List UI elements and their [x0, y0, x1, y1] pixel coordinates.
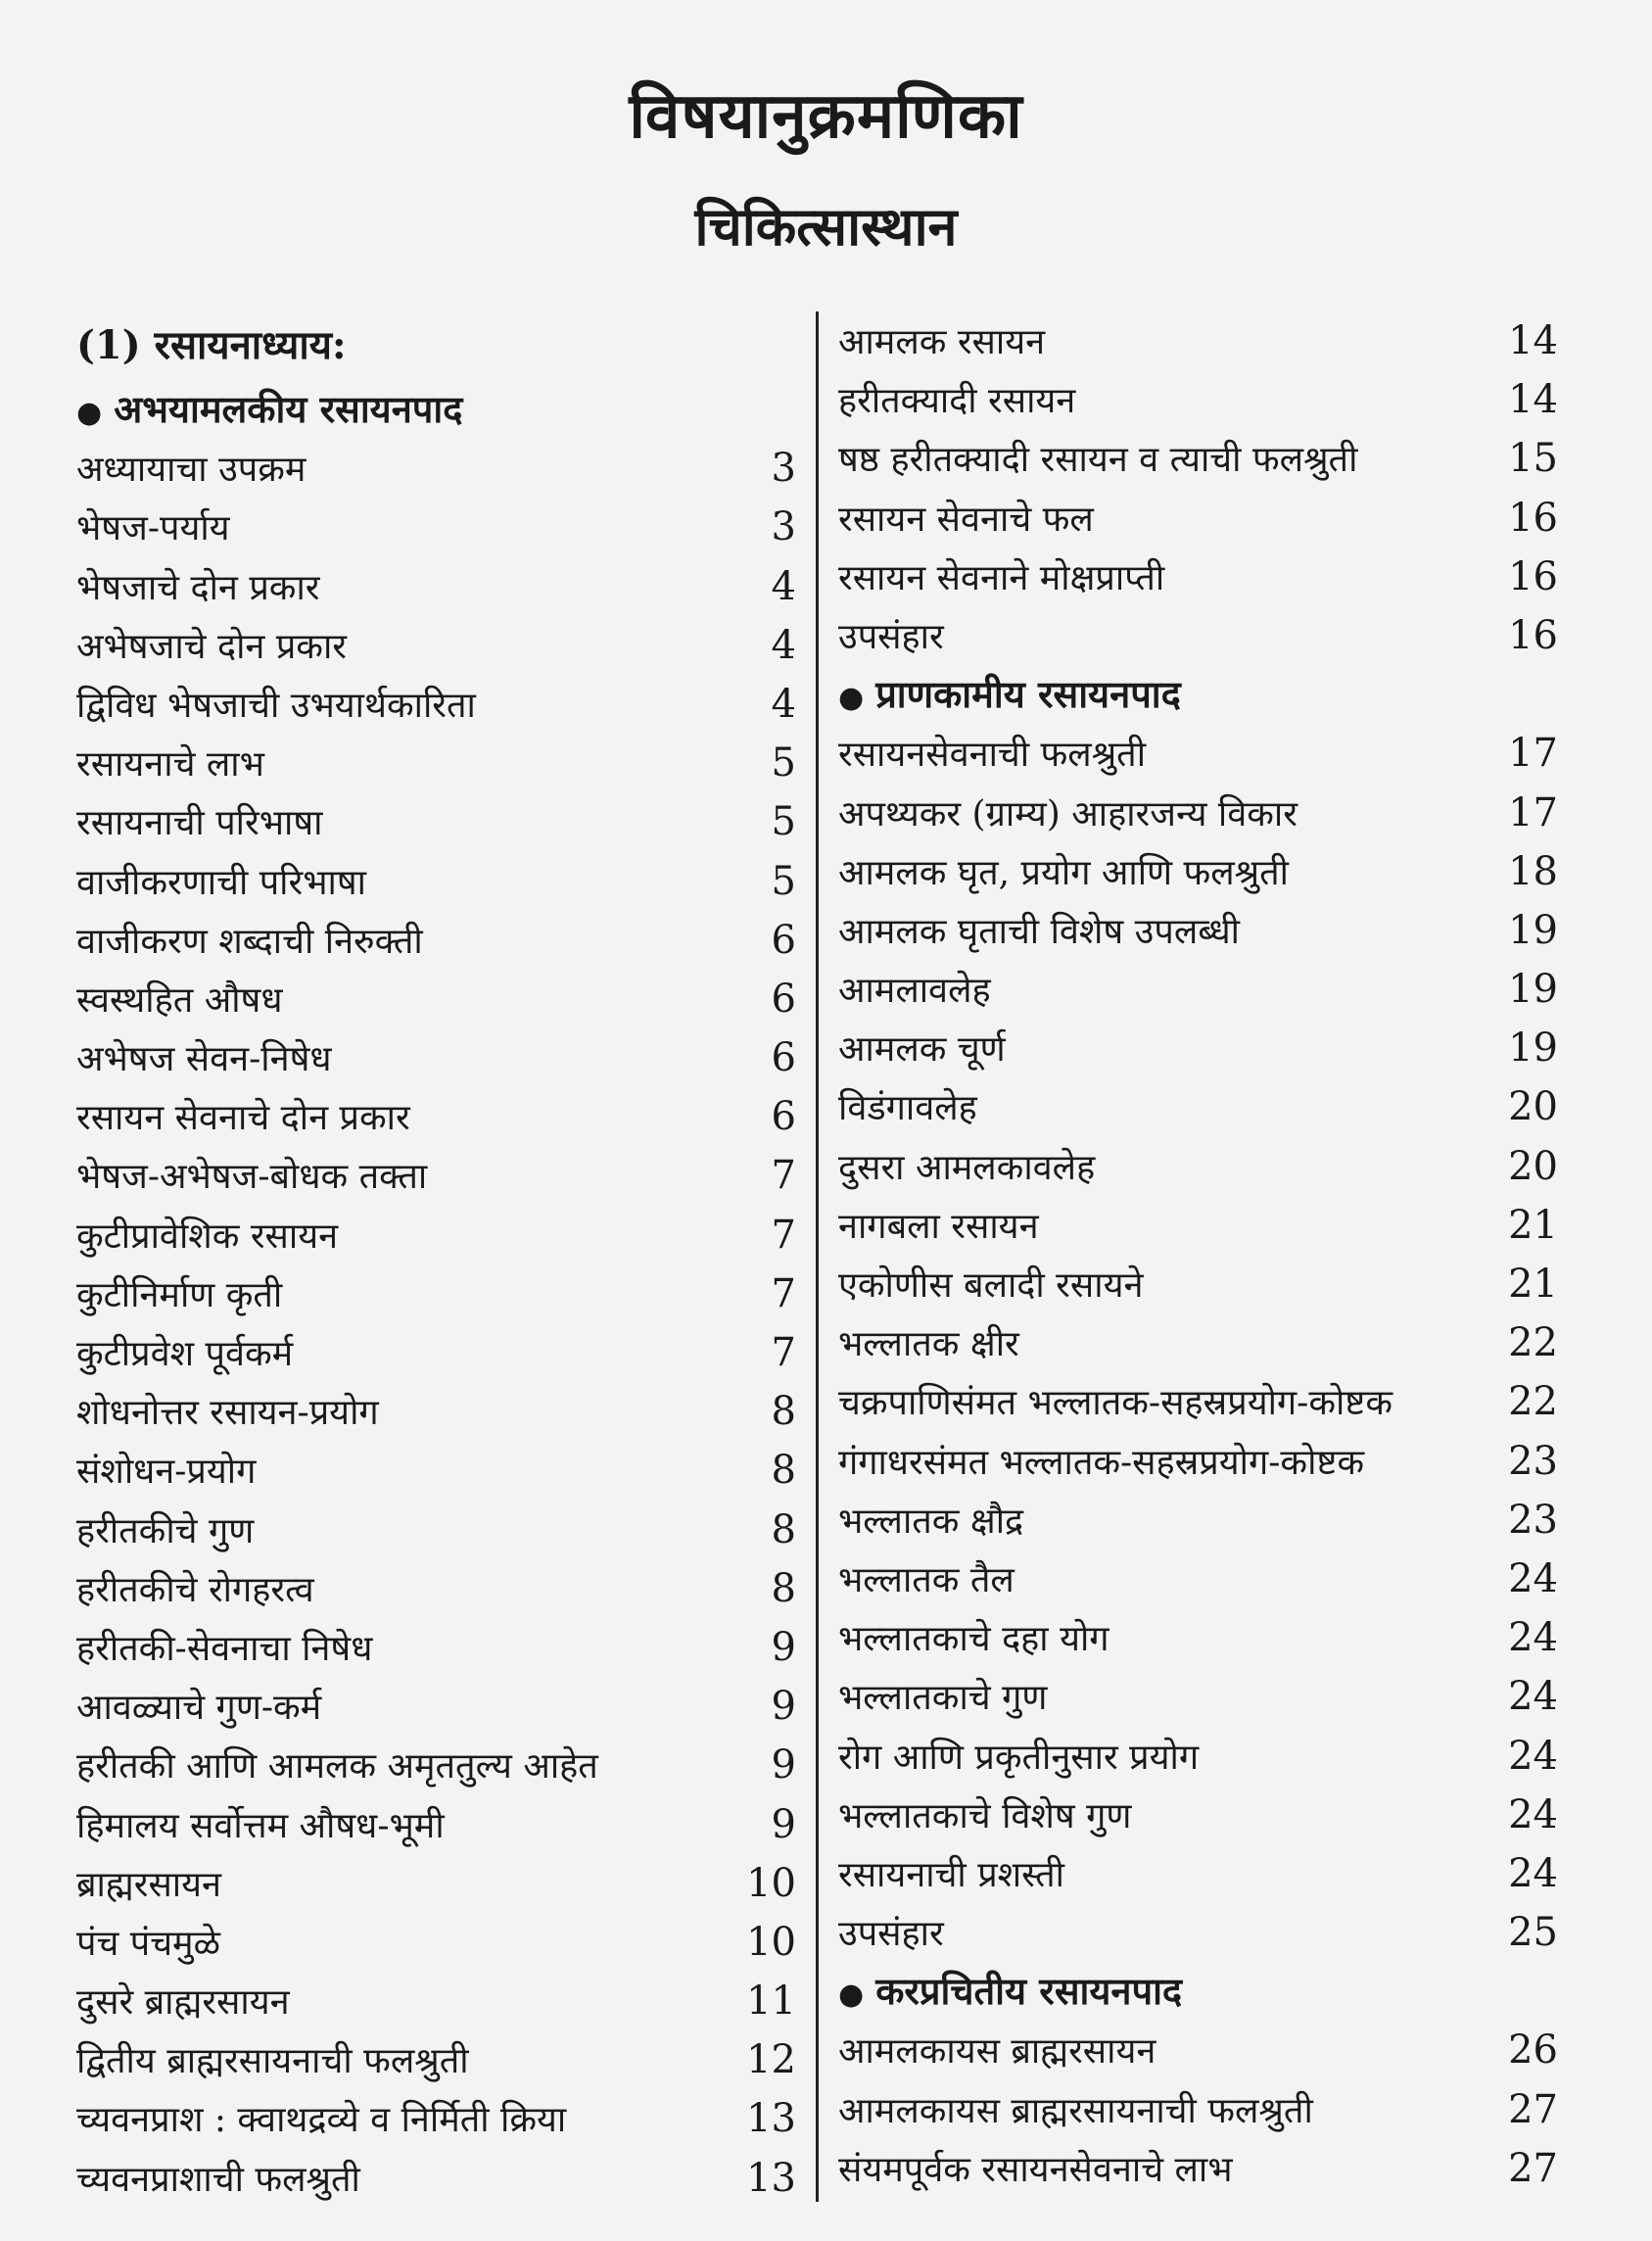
toc-entry-page: 4 [771, 622, 796, 668]
toc-entry-topic: दुसरा आमलकावलेह [838, 1147, 1096, 1188]
toc-right-column [838, 311, 1558, 2198]
toc-entry-topic: भल्लातक क्षीर [838, 1324, 1019, 1365]
toc-entry-page: 8 [771, 1448, 796, 1494]
toc-entry [838, 1491, 1558, 1550]
toc-entry [76, 1441, 796, 1500]
toc-entry-page: 20 [1508, 1084, 1558, 1130]
toc-entry [838, 1432, 1558, 1491]
toc-entry [76, 1618, 796, 1677]
toc-entry [838, 2080, 1558, 2139]
toc-entry-page: 24 [1508, 1555, 1558, 1601]
toc-right-group-2 [838, 724, 1558, 1962]
toc-entry-page: 23 [1508, 1438, 1558, 1484]
toc-entry-topic: संयमपूर्वक रसायनसेवनाचे लाभ [838, 2149, 1233, 2190]
toc-entry-page: 8 [771, 1389, 796, 1435]
toc-entry-page: 9 [771, 1801, 796, 1847]
toc-entry-topic: कुटीनिर्माण कृती [76, 1274, 283, 1315]
toc-entry-topic: भल्लातक तैल [838, 1559, 1015, 1600]
toc-entry [838, 1019, 1558, 1077]
toc-left-column [76, 311, 796, 2208]
toc-entry-topic: अपथ्यकर (ग्राम्य) आहारजन्य विकार [838, 793, 1298, 834]
toc-entry-topic: आमलकायस ब्राह्मरसायनाची फलश्रुती [838, 2090, 1313, 2131]
toc-entry [76, 1382, 796, 1441]
toc-entry [838, 1077, 1558, 1136]
toc-entry-topic: हरीतकीचे रोगहरत्व [76, 1569, 314, 1610]
toc-entry-page: 14 [1508, 318, 1558, 363]
bullet-icon: ● [76, 396, 103, 430]
toc-entry-page: 20 [1508, 1143, 1558, 1189]
toc-entry-page: 7 [771, 1212, 796, 1258]
toc-entry [76, 616, 796, 675]
toc-entry-topic: द्विविध भेषजाची उभयार्थकारिता [76, 685, 476, 726]
toc-entry-page: 16 [1508, 553, 1558, 599]
toc-entry-page: 3 [771, 504, 796, 550]
toc-entry [76, 557, 796, 616]
toc-entry-topic: संशोधन-प्रयोग [76, 1452, 257, 1493]
toc-entry-page: 7 [771, 1270, 796, 1316]
column-divider [816, 311, 819, 2202]
toc-entry-page: 19 [1508, 1025, 1558, 1072]
toc-entry-page: 24 [1508, 1850, 1558, 1896]
toc-entry-page: 27 [1508, 2145, 1558, 2191]
toc-entry [76, 1972, 796, 2030]
toc-entry-page: 13 [746, 2096, 796, 2142]
toc-entry [838, 489, 1558, 548]
toc-entry-topic: भल्लातकाचे दहा योग [838, 1619, 1109, 1660]
toc-entry [76, 2089, 796, 2148]
toc-entry-page: 17 [1508, 731, 1558, 777]
toc-entry-page: 19 [1508, 907, 1558, 953]
toc-entry [76, 1323, 796, 1382]
toc-entry [76, 1146, 796, 1205]
toc-entry-page: 4 [771, 681, 796, 727]
toc-entry-page: 3 [771, 446, 796, 492]
toc-entry [76, 1736, 796, 1794]
toc-entry [838, 1727, 1558, 1786]
toc-entry-topic: हरीतकी आणि आमलक अमृततुल्य आहेत [76, 1746, 598, 1788]
toc-right-group-1 [838, 311, 1558, 665]
toc-entry-topic: रसायन सेवनाने मोक्षप्राप्ती [838, 557, 1165, 598]
toc-entry-topic: कुटीप्रावेशिक रसायन [76, 1216, 339, 1257]
toc-entry-topic: रसायनाची प्रशस्ती [838, 1854, 1065, 1895]
toc-entry-page: 8 [771, 1565, 796, 1611]
toc-entry [76, 1795, 796, 1854]
toc-entry [76, 1854, 796, 1913]
toc-entry [838, 1313, 1558, 1372]
chapter-heading: (1) रसायनाध्याय: [76, 322, 347, 368]
bullet-icon: ● [838, 681, 865, 716]
toc-entry-topic: नागबला रसायन [838, 1206, 1039, 1247]
toc-entry [76, 439, 796, 498]
toc-entry-topic: आमलक घृताची विशेष उपलब्धी [838, 911, 1240, 952]
toc-entry [76, 1028, 796, 1087]
toc-entry-topic: भल्लातकाचे विशेष गुण [838, 1795, 1132, 1836]
toc-entry [76, 2149, 796, 2208]
toc-entry-page: 13 [746, 2155, 796, 2201]
toc-entry [76, 2030, 796, 2089]
toc-entry [838, 784, 1558, 842]
toc-entry-page: 27 [1508, 2086, 1558, 2132]
toc-entry-topic: आवळ्याचे गुण-कर्म [76, 1688, 322, 1729]
toc-entry [76, 498, 796, 556]
toc-entry-topic: हरीतकीचे गुण [76, 1510, 255, 1551]
toc-entry [838, 960, 1558, 1019]
toc-entry-topic: च्यवनप्राशाची फलश्रुती [76, 2159, 360, 2200]
toc-entry [838, 606, 1558, 665]
toc-entry-page: 22 [1508, 1379, 1558, 1425]
toc-entry-page: 4 [771, 563, 796, 609]
toc-entry [76, 792, 796, 851]
toc-entry-topic: उपसंहार [838, 616, 944, 657]
toc-entry [838, 1255, 1558, 1313]
toc-entry-page: 14 [1508, 377, 1558, 423]
toc-entry-topic: हरीतक्यादी रसायन [838, 381, 1076, 422]
toc-entry-topic: रोग आणि प्रकृतीनुसार प्रयोग [838, 1737, 1200, 1778]
toc-entry-page: 21 [1508, 1202, 1558, 1248]
toc-entry-page: 9 [771, 1684, 796, 1730]
toc-entry-page: 24 [1508, 1615, 1558, 1661]
toc-entry-page: 25 [1508, 1910, 1558, 1956]
toc-entry-page: 8 [771, 1506, 796, 1552]
toc-entry-topic: स्वस्थहित औषध [76, 979, 283, 1021]
toc-entry [76, 1087, 796, 1146]
toc-entry-topic: भेषज-पर्याय [76, 508, 230, 549]
page-title: विषयानुक्रमणिका [629, 79, 1023, 153]
toc-entry [76, 1913, 796, 1972]
toc-entry [838, 429, 1558, 488]
toc-entry-topic: कुटीप्रवेश पूर्वकर्म [76, 1334, 294, 1374]
toc-entry-page: 24 [1508, 1733, 1558, 1779]
toc-entry-topic: भेषजाचे दोन प्रकार [76, 567, 320, 608]
toc-entry-page: 15 [1508, 436, 1558, 482]
toc-entry-page: 21 [1508, 1262, 1558, 1307]
toc-entry-topic: शोधनोत्तर रसायन-प्रयोग [76, 1393, 379, 1434]
toc-entry [76, 675, 796, 734]
toc-entry-topic: आमलावलेह [838, 971, 991, 1012]
toc-entry [838, 1137, 1558, 1196]
toc-entry-page: 24 [1508, 1791, 1558, 1837]
toc-entry [838, 1667, 1558, 1726]
toc-entry-page: 18 [1508, 848, 1558, 894]
toc-entry [76, 1677, 796, 1736]
toc-entry-topic: वाजीकरणाची परिभाषा [76, 862, 366, 903]
toc-entry-topic: हिमालय सर्वोत्तम औषध-भूमी [76, 1805, 445, 1846]
toc-entry [838, 1196, 1558, 1255]
toc-entry [838, 1786, 1558, 1844]
toc-entry-topic: आमलक घृत, प्रयोग आणि फलश्रुती [838, 852, 1289, 893]
toc-entry-topic: आमलकायस ब्राह्मरसायन [838, 2031, 1156, 2073]
toc-entry-topic: रसायनसेवनाची फलश्रुती [838, 735, 1147, 776]
toc-entry [838, 311, 1558, 370]
toc-entry [838, 1550, 1558, 1608]
toc-entry-page: 6 [771, 976, 796, 1022]
toc-entry-topic: उपसंहार [838, 1914, 944, 1955]
toc-entry-page: 16 [1508, 612, 1558, 658]
section-heading: ● अभयामलकीय रसायनपाद [76, 387, 463, 431]
toc-entry-topic: आमलक रसायन [838, 322, 1046, 362]
toc-entry-topic: पंच पंचमुळे [76, 1923, 220, 1964]
toc-entry [838, 842, 1558, 901]
toc-entry-topic: ब्राह्मरसायन [76, 1864, 221, 1905]
toc-entry [838, 1608, 1558, 1667]
toc-entry-topic: षष्ठ हरीतक्यादी रसायन व त्याची फलश्रुती [838, 440, 1358, 481]
toc-entry-page: 6 [771, 1035, 796, 1081]
toc-entry-topic: रसायन सेवनाचे दोन प्रकार [76, 1098, 410, 1139]
toc-entry-topic: चक्रपाणिसंमत भल्लातक-सहस्रप्रयोग-कोष्टक [838, 1383, 1392, 1424]
bullet-icon: ● [838, 1978, 865, 2013]
toc-entry-page: 17 [1508, 789, 1558, 835]
toc-entry-page: 24 [1508, 1674, 1558, 1720]
toc-entry-page: 6 [771, 1094, 796, 1140]
toc-entry-page: 7 [771, 1153, 796, 1199]
page-subtitle: चिकित्सास्थान [694, 195, 958, 258]
toc-entry [838, 1903, 1558, 1962]
toc-entry-page: 10 [746, 1860, 796, 1906]
section-heading: ● करप्रचितीय रसायनपाद [838, 1969, 1183, 2014]
toc-entry [76, 970, 796, 1028]
toc-entry-topic: वाजीकरण शब्दाची निरुक्ती [76, 921, 423, 962]
toc-entry-topic: रसायनाची परिभाषा [76, 803, 323, 844]
toc-entry [838, 548, 1558, 606]
toc-entry [838, 1844, 1558, 1903]
toc-entry-topic: भल्लातकाचे गुण [838, 1678, 1048, 1719]
toc-entry-page: 5 [771, 858, 796, 904]
toc-entry-topic: अभेषजाचे दोन प्रकार [76, 626, 348, 667]
toc-entry-page: 12 [746, 2037, 796, 2083]
toc-entry [76, 1559, 796, 1618]
toc-entry-topic: रसायनाचे लाभ [76, 744, 264, 786]
toc-entry-topic: गंगाधरसंमत भल्लातक-सहस्रप्रयोग-कोष्टक [838, 1442, 1365, 1483]
toc-entry-topic: अभेषज सेवन-निषेध [76, 1039, 332, 1080]
toc-entry-topic: द्वितीय ब्राह्मरसायनाची फलश्रुती [76, 2041, 469, 2082]
toc-entry [76, 1206, 796, 1264]
toc-left-entries [76, 439, 796, 2208]
toc-entry-topic: आमलक चूर्ण [838, 1029, 1006, 1071]
toc-entry [76, 852, 796, 911]
toc-entry [76, 911, 796, 970]
toc-entry [838, 724, 1558, 783]
toc-entry-page: 9 [771, 1624, 796, 1670]
toc-entry-page: 5 [771, 740, 796, 787]
toc-right-group-3 [838, 2021, 1558, 2198]
toc-entry-page: 10 [746, 1919, 796, 1965]
toc-entry-page: 9 [771, 1742, 796, 1788]
toc-entry [76, 734, 796, 792]
toc-entry-page: 26 [1508, 2027, 1558, 2074]
toc-entry-topic: रसायन सेवनाचे फल [838, 499, 1094, 540]
toc-entry-page: 19 [1508, 967, 1558, 1013]
toc-entry [838, 901, 1558, 960]
toc-entry [838, 2021, 1558, 2079]
toc-entry [838, 1372, 1558, 1431]
toc-entry-topic: च्यवनप्राश : क्वाथद्रव्ये व निर्मिती क्रिया [76, 2100, 567, 2141]
section-heading: ● प्राणकामीय रसायनपाद [838, 672, 1181, 717]
toc-entry-topic: दुसरे ब्राह्मरसायन [76, 1982, 290, 2024]
toc-entry-topic: हरीतकी-सेवनाचा निषेध [76, 1628, 373, 1669]
toc-entry-topic: अध्यायाचा उपक्रम [76, 450, 307, 491]
toc-entry [76, 1501, 796, 1559]
toc-entry [838, 2139, 1558, 2198]
toc-entry-topic: एकोणीस बलादी रसायने [838, 1265, 1144, 1306]
toc-entry-page: 7 [771, 1330, 796, 1375]
toc-entry-page: 22 [1508, 1320, 1558, 1366]
toc-entry [838, 370, 1558, 429]
toc-entry-topic: भेषज-अभेषज-बोधक तक्ता [76, 1157, 428, 1198]
toc-entry-page: 6 [771, 917, 796, 963]
toc-entry-page: 23 [1508, 1497, 1558, 1543]
toc-entry-page: 16 [1508, 495, 1558, 541]
toc-entry-topic: भल्लातक क्षौद्र [838, 1501, 1024, 1542]
toc-entry [76, 1264, 796, 1323]
toc-entry-page: 5 [771, 799, 796, 845]
toc-entry-topic: विडंगावलेह [838, 1088, 977, 1129]
toc-entry-page: 11 [746, 1979, 796, 2025]
